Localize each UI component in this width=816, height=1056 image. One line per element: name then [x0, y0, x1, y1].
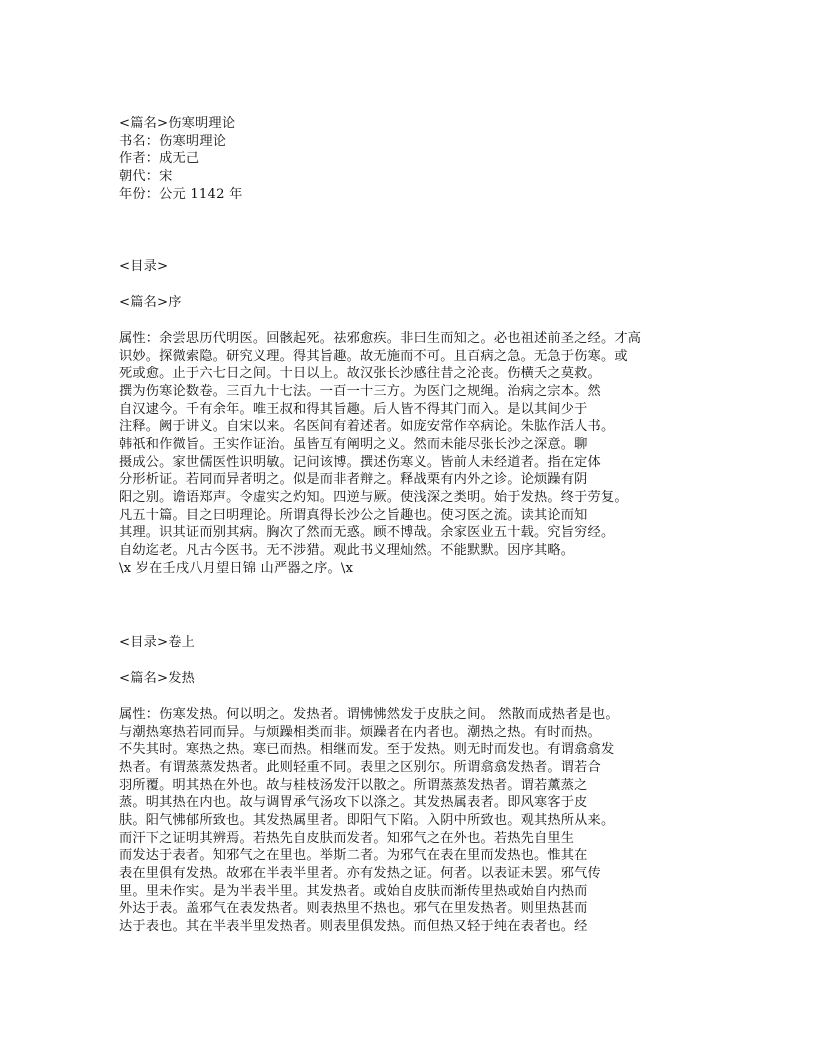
toc-heading: <目录> — [119, 259, 169, 275]
fever-body — [119, 706, 679, 936]
chapter-title: <篇名>伤寒明理论 — [119, 116, 236, 131]
body-line: 达于表也。其在半表半里发热者。则表里俱发热。而但热又轻于纯在表者也。经 — [119, 919, 588, 935]
body-line: 里。里未作实。是为半表半里。其发热者。或始自皮肤而渐传里热或始自内热而 — [119, 883, 588, 899]
dynasty: 朝代：宋 — [119, 169, 173, 185]
body-line: 死或愈。止于六七日之间。十日以上。故汉张长沙感往昔之沦丧。伤横夭之莫救。 — [119, 366, 601, 382]
body-line: 凡五十篇。目之曰明理论。所谓真得长沙公之旨趣也。使习医之流。读其论而知 — [119, 507, 588, 523]
body-line: 不失其时。寒热之热。寒已而热。相继而发。至于发热。则无时而发也。有谓翕翕发 — [119, 742, 615, 758]
section-title-preface: <篇名>序 — [119, 295, 182, 311]
document-page — [119, 115, 679, 936]
body-line: 外达于表。盖邪气在表发热者。则表热里不热也。邪气在里发热者。则里热甚而 — [119, 901, 588, 917]
body-line: 摄成公。家世儒医性识明敏。记问该博。撰述伤寒义。皆前人未经道者。指在定体 — [119, 454, 601, 470]
body-line: 而发达于表者。知邪气之在里也。举斯二者。为邪气在表在里而发热也。惟其在 — [119, 848, 588, 864]
body-line: 肤。阳气怫郁所致也。其发热属里者。即阳气下陷。入阴中所致也。观其热所从来。 — [119, 812, 615, 828]
body-line: 阳之别。谵语郑声。令虚实之灼知。四逆与厥。使浅深之类明。始于发热。终于劳复。 — [119, 490, 628, 505]
body-line: 自汉逮今。千有余年。唯王叔和得其旨趣。后人皆不得其门而入。是以其间少于 — [119, 401, 588, 417]
metadata-block — [119, 115, 679, 203]
body-line: 属性：余尝思历代明医。回骸起死。祛邪愈疾。非曰生而知之。必也祖述前圣之经。才高 — [119, 330, 642, 346]
body-line: 其理。识其证而别其病。胸次了然而无惑。顾不博哉。余家医业五十载。究旨穷经。 — [119, 525, 615, 541]
body-line: \x 岁在壬戌八月望日锦 山严器之序。\x — [119, 560, 354, 576]
book-name: 书名：伤寒明理论 — [119, 133, 227, 149]
body-line: 属性：伤寒发热。何以明之。发热者。谓怫怫然发于皮肤之间。 然散而成热者是也。 — [119, 706, 619, 722]
body-line: 自幼迄老。凡古今医书。无不涉猎。观此书义理灿然。不能默默。因序其略。 — [119, 543, 575, 559]
body-line: 蒸。明其热在内也。故与调胃承气汤攻下以涤之。其发热属表者。即风寒客于皮 — [119, 795, 588, 811]
author: 作者：成无己 — [119, 151, 200, 167]
body-line: 热者。有谓蒸蒸发热者。此则轻重不同。表里之区别尔。所谓翕翕发热者。谓若合 — [119, 759, 601, 775]
section-title-fever: <篇名>发热 — [119, 671, 196, 687]
body-line: 羽所覆。明其热在外也。故与桂枝汤发汗以散之。所谓蒸蒸发热者。谓若薰蒸之 — [119, 777, 588, 793]
preface-body — [119, 330, 679, 578]
body-line: 韩祇和作微旨。王实作证治。虽皆互有阐明之义。然而未能尽张长沙之深意。聊 — [119, 436, 588, 452]
body-line: 表在里俱有发热。故邪在半表半里者。亦有发热之证。何者。以表证未罢。邪气传 — [119, 866, 601, 881]
body-line: 撰为伤寒论数卷。三百九十七法。一百一十三方。为医门之规绳。治病之宗本。然 — [119, 383, 601, 399]
toc-heading-volume-1: <目录>卷上 — [119, 635, 196, 651]
body-line: 识妙。探微索隐。研究义理。得其旨趣。故无施而不可。且百病之急。无急于伤寒。或 — [119, 348, 628, 364]
body-line: 与潮热寒热若同而异。与烦躁相类而非。烦躁者在内者也。潮热之热。有时而热。 — [119, 724, 601, 740]
body-line: 而汗下之证明其辨焉。若热先自皮肤而发者。知邪气之在外也。若热先自里生 — [119, 830, 575, 846]
body-line: 分形析证。若同而异者明之。似是而非者辩之。释战栗有内外之诊。论烦躁有阴 — [119, 472, 588, 488]
year: 年份：公元 1142 年 — [119, 186, 243, 202]
body-line: 注释。阙于讲义。自宋以来。名医间有着述者。如庞安常作卒病论。朱肱作活人书。 — [119, 419, 615, 435]
